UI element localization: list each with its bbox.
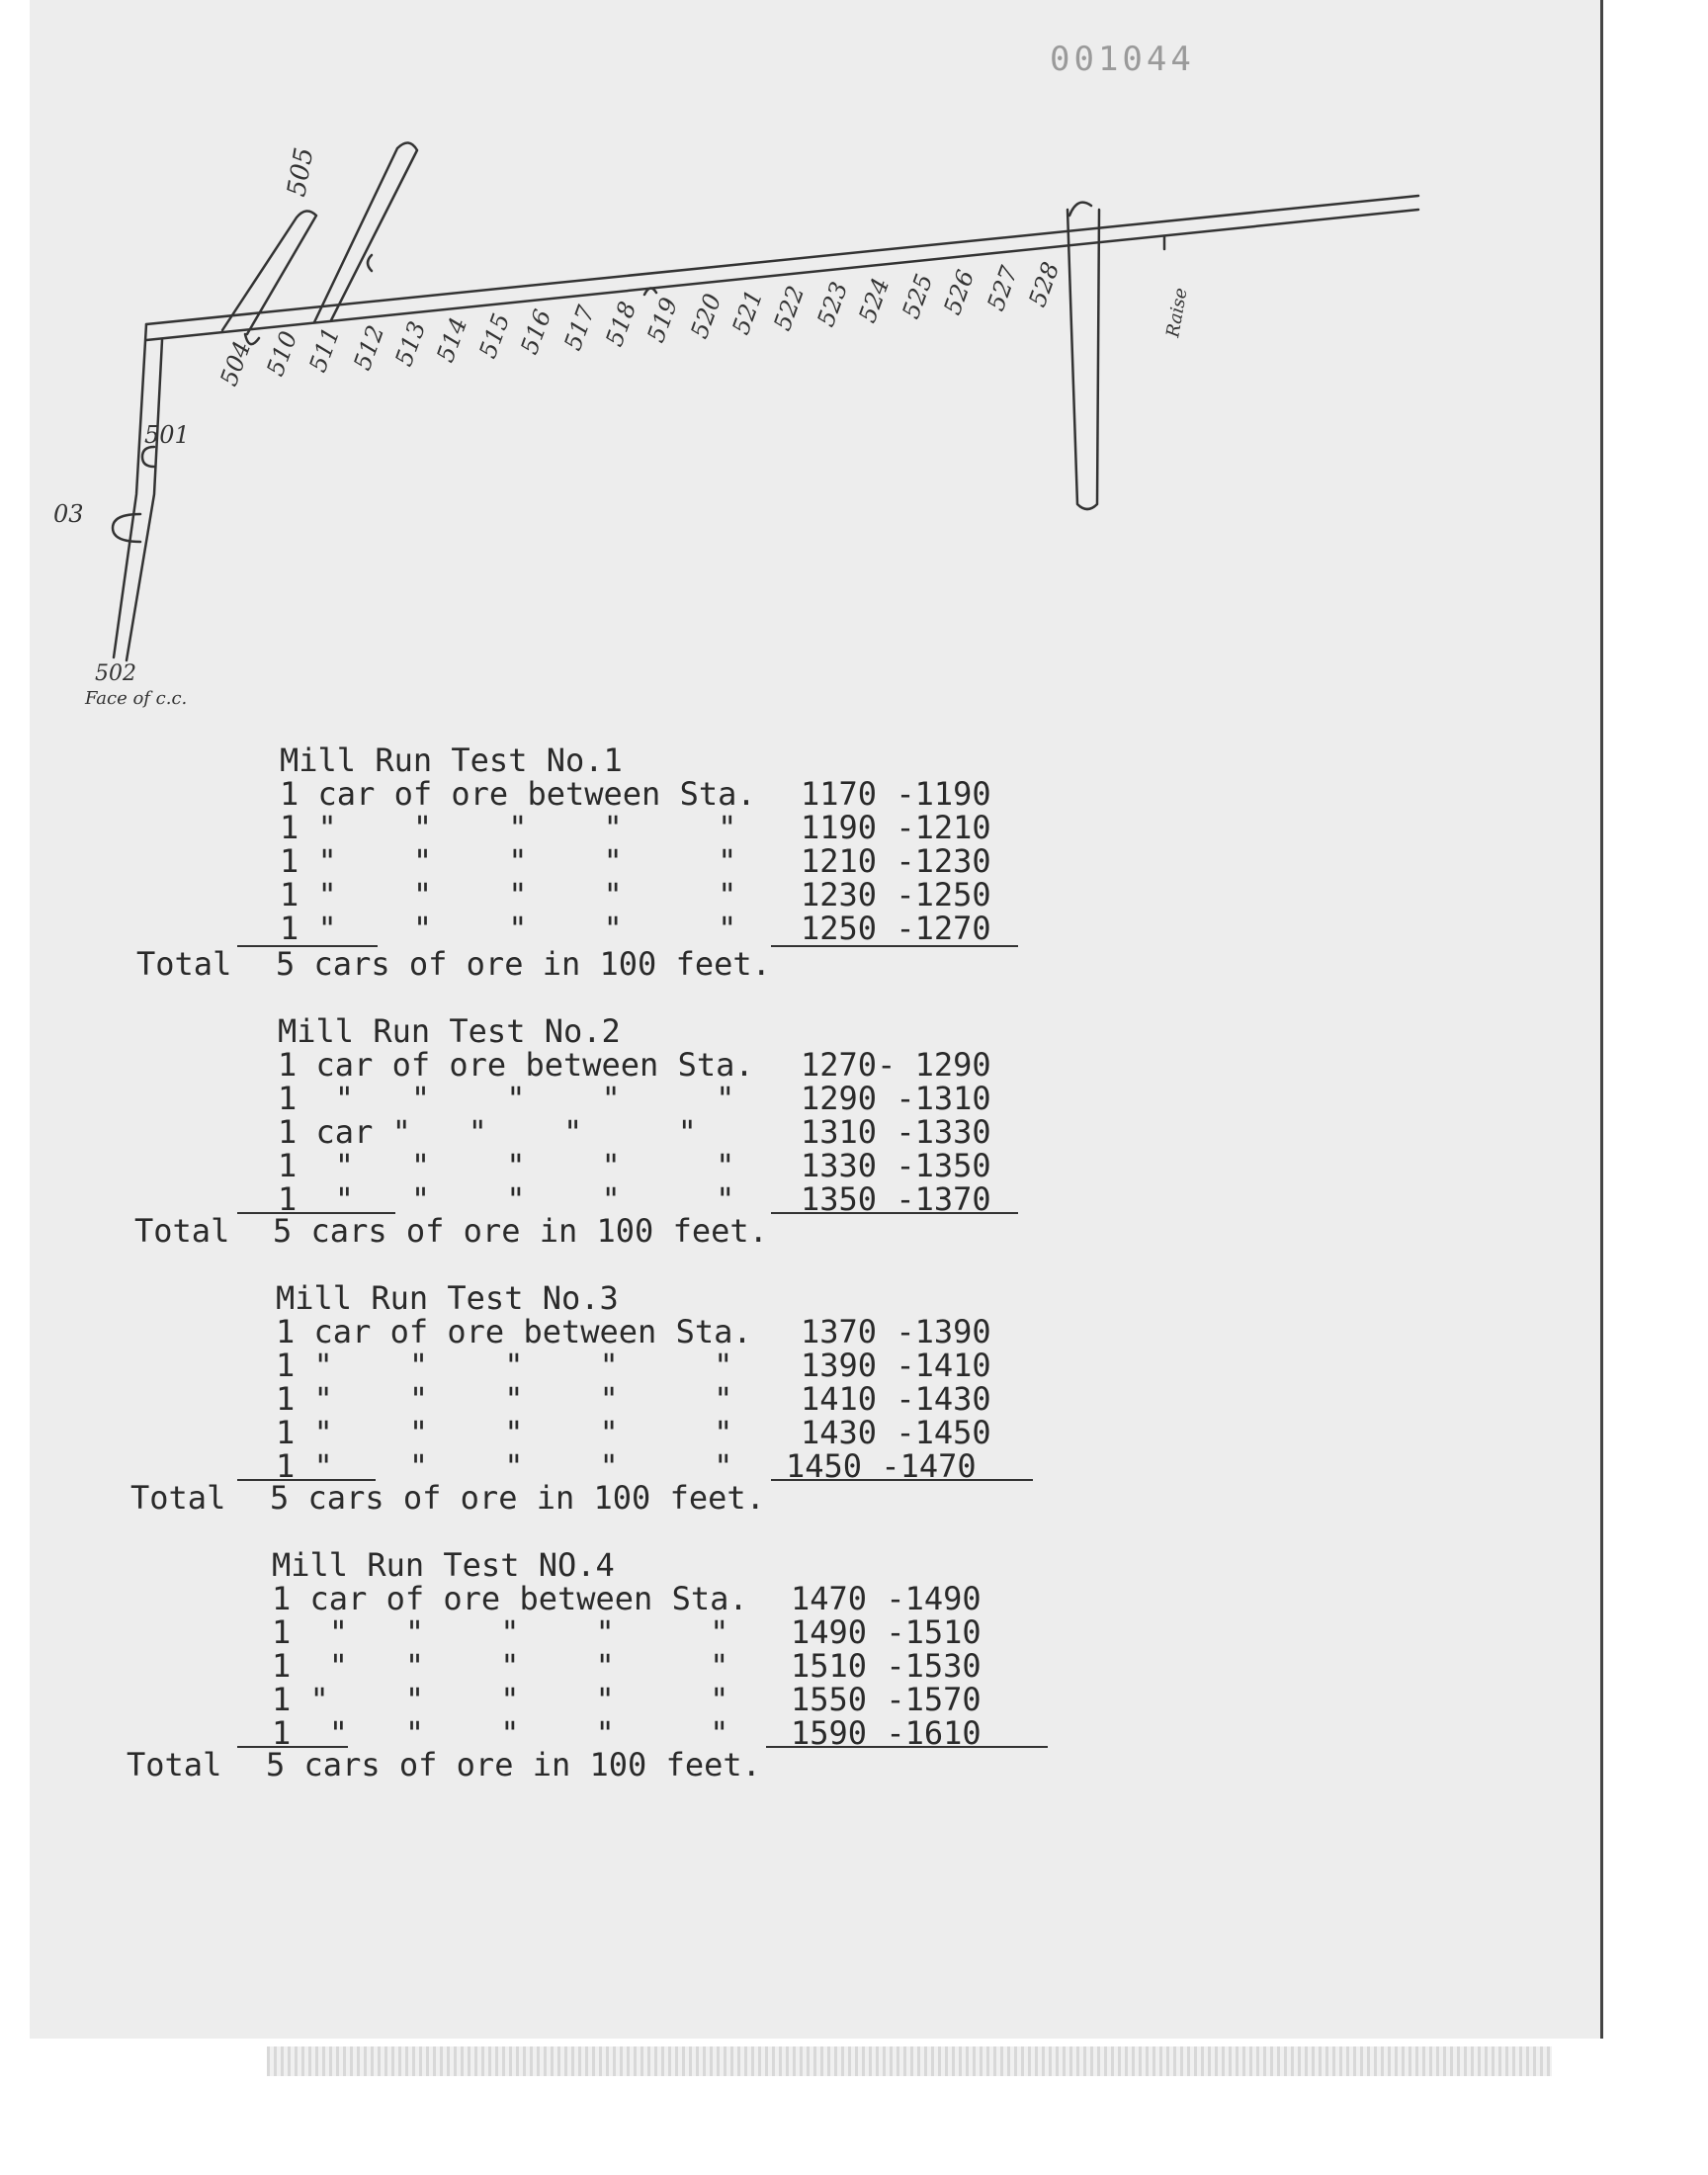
station-underline xyxy=(771,1212,1018,1214)
test-row: 1 " " " " " xyxy=(278,1147,735,1184)
crosscut-north xyxy=(314,142,417,322)
raise-crosscut xyxy=(1068,210,1099,509)
map-label: 522 xyxy=(768,282,811,335)
test-row: 1 " " " " " xyxy=(276,1414,733,1451)
map-label-503: 03 xyxy=(53,500,84,528)
test-row: 1 " " " " " xyxy=(272,1714,729,1752)
station-range: 1230 -1250 xyxy=(801,876,991,914)
station-underline xyxy=(766,1746,1048,1748)
station-range: 1290 -1310 xyxy=(801,1080,991,1117)
map-label: 504 xyxy=(214,337,257,391)
map-label: 512 xyxy=(348,321,390,375)
test-row: 1 car " " " " xyxy=(278,1113,697,1151)
station-range: 1270- 1290 xyxy=(801,1046,991,1084)
total-text: 5 cars of ore in 100 feet. xyxy=(276,945,771,983)
map-label: 520 xyxy=(685,290,727,343)
test-title: Mill Run Test No.1 xyxy=(280,741,623,779)
document-number-stamp: 001044 xyxy=(1050,40,1195,79)
station-range: 1350 -1370 xyxy=(801,1180,991,1218)
station-range: 1210 -1230 xyxy=(801,842,991,880)
map-label: 527 xyxy=(982,262,1024,315)
test-row: 1 car of ore between Sta. xyxy=(278,1046,754,1084)
station-range: 1250 -1270 xyxy=(801,910,991,947)
total-label: Total xyxy=(134,1212,230,1250)
mine-plan-sketch xyxy=(30,79,1443,732)
map-label-raise: Raise xyxy=(1162,286,1192,339)
test-row: 1 " " " " " xyxy=(280,842,737,880)
station-range: 1550 -1570 xyxy=(791,1681,982,1718)
station-range: 1590 -1610 xyxy=(791,1714,982,1752)
station-underline xyxy=(771,945,1018,947)
station-range: 1170 -1190 xyxy=(801,775,991,813)
map-label-505: 505 xyxy=(282,145,320,200)
station-underline xyxy=(771,1479,1033,1481)
map-label: 528 xyxy=(1023,258,1066,311)
station-range: 1490 -1510 xyxy=(791,1613,982,1651)
test-title: Mill Run Test No.3 xyxy=(276,1279,619,1317)
test-row: 1 car of ore between Sta. xyxy=(280,775,756,813)
map-label: 526 xyxy=(938,266,981,319)
test-title: Mill Run Test No.2 xyxy=(278,1012,621,1050)
map-label-face: Face of c.c. xyxy=(85,688,188,709)
station-range: 1450 -1470 xyxy=(786,1447,977,1485)
map-label: 521 xyxy=(726,286,769,339)
total-label: Total xyxy=(136,945,232,983)
map-label: 517 xyxy=(558,302,601,355)
left-drift-wall-a xyxy=(114,324,146,657)
map-label-501: 501 xyxy=(144,421,190,449)
station-range: 1190 -1210 xyxy=(801,809,991,846)
test-row: 1 " " " " " xyxy=(280,910,737,947)
test-row: 1 " " " " " xyxy=(280,876,737,914)
map-label: 511 xyxy=(303,323,346,377)
map-label: 513 xyxy=(389,317,432,371)
map-label: 515 xyxy=(473,309,516,363)
test-title: Mill Run Test NO.4 xyxy=(272,1546,615,1584)
total-text: 5 cars of ore in 100 feet. xyxy=(266,1746,761,1784)
station-range: 1410 -1430 xyxy=(801,1380,991,1418)
total-text: 5 cars of ore in 100 feet. xyxy=(270,1479,765,1517)
map-label: 514 xyxy=(431,313,473,367)
map-label: 518 xyxy=(600,298,642,351)
station-range: 1430 -1450 xyxy=(801,1414,991,1451)
test-row: 1 " " " " " xyxy=(278,1180,735,1218)
test-row: 1 " " " " " xyxy=(272,1647,729,1685)
total-label: Total xyxy=(130,1479,226,1517)
station-range: 1390 -1410 xyxy=(801,1347,991,1384)
total-text: 5 cars of ore in 100 feet. xyxy=(273,1212,768,1250)
map-label: 516 xyxy=(515,305,557,359)
test-row: 1 " " " " " xyxy=(278,1080,735,1117)
test-row: 1 " " " " " xyxy=(276,1347,733,1384)
station-range: 1510 -1530 xyxy=(791,1647,982,1685)
test-row: 1 " " " " " xyxy=(272,1681,729,1718)
test-row: 1 " " " " " xyxy=(272,1613,729,1651)
test-row: 1 " " " " " xyxy=(276,1380,733,1418)
map-label: 524 xyxy=(853,274,896,327)
test-row: 1 " " " " " xyxy=(280,809,737,846)
station-range: 1330 -1350 xyxy=(801,1147,991,1184)
map-label: 510 xyxy=(261,327,303,381)
station-range: 1370 -1390 xyxy=(801,1313,991,1350)
station-range: 1470 -1490 xyxy=(791,1580,982,1617)
map-label: 519 xyxy=(641,294,684,347)
test-row: 1 " " " " " xyxy=(276,1447,733,1485)
test-row: 1 car of ore between Sta. xyxy=(276,1313,752,1350)
map-label-502: 502 xyxy=(95,661,136,686)
scan-edge-strip xyxy=(267,2046,1552,2076)
test-row: 1 car of ore between Sta. xyxy=(272,1580,748,1617)
map-label: 523 xyxy=(811,278,854,331)
total-label: Total xyxy=(127,1746,222,1784)
station-range: 1310 -1330 xyxy=(801,1113,991,1151)
map-label: 525 xyxy=(897,270,939,323)
left-drift-wall-b xyxy=(127,340,162,660)
